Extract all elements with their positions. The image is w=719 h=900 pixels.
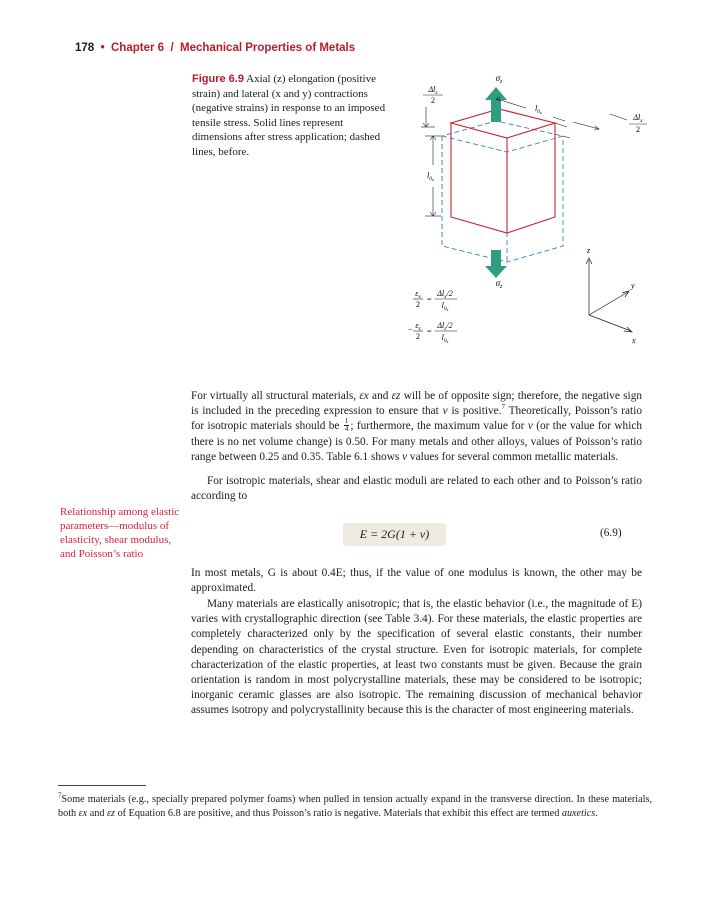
strain-z-symbol: εz [107, 808, 116, 819]
running-header [75, 42, 355, 54]
axis-z-label: z [587, 246, 591, 255]
chapter-label: Chapter 6 [111, 42, 165, 54]
svg-text:2: 2 [416, 300, 420, 309]
delta-lz-num: $\Delta l_z$ [428, 85, 438, 96]
delta-lz-dimension [421, 107, 435, 127]
equation-number: (6.9) [600, 527, 622, 539]
svg-text:Δlz/2: $\Delta l_z/2$ [437, 321, 453, 332]
strain-x-symbol: εx [78, 808, 88, 819]
sigma-top-label: $\sigma_z$ [495, 73, 503, 85]
page-number: 178 [75, 42, 95, 54]
one-quarter-fraction: $\frac{1}{4}$ [344, 416, 349, 433]
nu-symbol: ν [402, 450, 408, 463]
undeformed-box [442, 121, 563, 262]
p1-text-d: is positive. [447, 405, 502, 418]
footnote-text-d: . [595, 808, 598, 819]
strain-x-symbol: εx [359, 390, 369, 402]
strain-z-symbol: εz [391, 390, 401, 402]
paragraph-3-text: In most metals, G is about 0.4E; thus, if the value of one modulus is known, the other may be approximated. [191, 567, 642, 595]
footnote-rule [58, 785, 146, 786]
footnote-text-a: Some materials (e.g., specially prepared polymer foams) when pulled in tension actually expand in the transverse direction. In these materials, both [58, 794, 652, 819]
paragraph-4 [191, 597, 642, 719]
svg-text:Δlx/2: $\Delta l_x/2$ [437, 289, 453, 300]
svg-text:=: = [427, 327, 432, 336]
svg-text:=: = [427, 295, 432, 304]
auxetics-term: auxetics [561, 808, 596, 819]
delta-lx-dimension [555, 114, 627, 138]
header-slash: / [170, 42, 174, 54]
equation-6-9: E = 2G(1 + ν) [359, 527, 430, 541]
p1-text-a: For virtually all structural materials, [191, 390, 360, 402]
deformed-box [451, 109, 555, 233]
p1-text-f: ; furthermore, the maximum value for [350, 420, 528, 433]
l0z-label: $l_0z$ [427, 171, 434, 182]
p1-text-e: Theoretically, Poisson’s ratio for isotropic materials should be [191, 405, 642, 433]
paragraph-4-text: Many materials are elastically anisotropic; that is, the elastic behavior (i.e., the magnitude of E) varies with crystallographic direction (see Table 3.4). For these materials, the elastic properties are completely characterized only by the specification of several elastic constants, their number depending on characteristics of the crystal structure. Even for isotropic materials, for complete characterization of the elastic properties, at least two constants must be given. Because the grain orientation is random in most polycrystalline materials, these may be considered to be isotropic; inorganic ceramic glasses are also isotropic. The remaining discussion of mechanical behavior assumes isotropy and polycrystallinity because this is the character of most engineering materials. [191, 598, 642, 717]
strain-equation-1 [413, 289, 457, 312]
delta-lz-den: 2 [431, 96, 435, 105]
header-bullet: • [100, 42, 105, 54]
svg-text:−: − [408, 325, 413, 334]
p1-text-b: and [368, 390, 392, 402]
footnote-text-b: and [87, 808, 108, 819]
sigma-bottom-label: $\sigma_z$ [495, 278, 503, 290]
tensile-arrow-bottom [485, 250, 507, 278]
l0x-label: $l_0x$ [535, 104, 542, 115]
nu-symbol: ν [527, 420, 533, 433]
svg-text:εz: $\varepsilon_z$ [415, 321, 421, 332]
p1-text-g: (or the value for which there is no net volume change) is 0.50. For many metals and other alloys, values of Poisson’s ratio range between 0.25 and 0.35. Table 6.1 shows [191, 420, 642, 463]
footnote [58, 793, 652, 821]
figure-caption-text: Axial (z) elongation (positive strain) and lateral (x and y) contractions (negative strains) in response to an imposed tensile stress. Solid lines represent dimensions after stress application; dashed lines, before. [192, 73, 386, 158]
figure-caption [192, 72, 392, 159]
footnote-mark[interactable]: 7 [501, 403, 505, 412]
paragraph-2 [191, 474, 642, 504]
chapter-title: Mechanical Properties of Metals [180, 42, 356, 54]
axis-x-label: x [632, 336, 636, 345]
paragraph-2-text: For isotropic materials, shear and elastic moduli are related to each other and to Poisson’s ratio according to [191, 475, 642, 503]
delta-lx-num: $\Delta l_x$ [633, 113, 643, 124]
figure-6-9-diagram [395, 70, 655, 360]
nu-symbol: ν [442, 405, 448, 418]
coordinate-axes [586, 258, 632, 332]
svg-text:l0z: $l_0z$ [441, 301, 449, 312]
svg-text:l0z: $l_0z$ [441, 333, 449, 344]
svg-text:2: 2 [416, 332, 420, 341]
strain-equation-2 [408, 321, 457, 344]
axis-y-label: y [631, 281, 635, 290]
footnote-text-c: of Equation 6.8 are positive, and thus Poisson’s ratio is negative. Materials that exhibit this effect are termed [115, 808, 562, 819]
paragraph-3 [191, 566, 642, 596]
tensile-arrow-top [485, 87, 507, 122]
delta-lx-den: 2 [636, 125, 640, 134]
paragraph-1 [191, 389, 642, 465]
margin-note: Relationship among elastic parameters—modulus of elasticity, shear modulus, and Poisson’s ratio [60, 506, 180, 560]
p1-text-c: will be of opposite sign; therefore, the negative sign is included in the preceding expression to ensure that [191, 390, 642, 418]
figure-label: Figure 6.9 [192, 73, 244, 85]
p1-text-h: values for several common metallic materials. [407, 450, 619, 463]
footnote-number: 7 [58, 791, 62, 800]
svg-text:εx: $\varepsilon_x$ [415, 289, 421, 300]
